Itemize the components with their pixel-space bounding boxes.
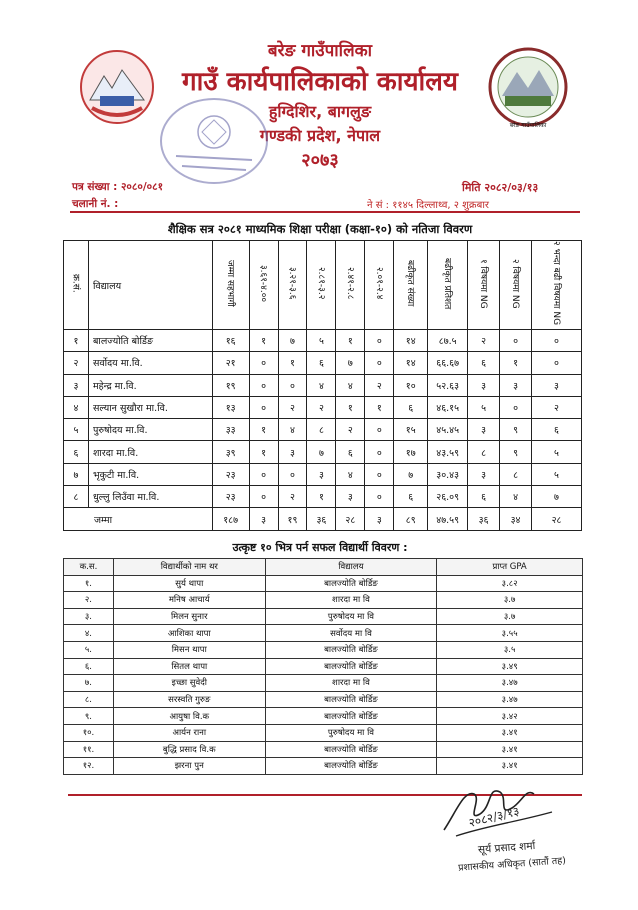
result-cell: २	[532, 396, 582, 418]
result-cell: २	[365, 374, 394, 396]
result-cell: ९	[500, 441, 532, 463]
result-cell: ४	[64, 396, 89, 418]
school-name-cell: महेन्द्र मा.वि.	[88, 374, 212, 396]
result-row	[64, 463, 582, 485]
topper-gpa: ३.७	[437, 608, 583, 625]
col-header-ng-more	[532, 241, 582, 330]
topper-row	[64, 658, 583, 675]
toppers-table	[63, 558, 583, 775]
result-cell: २१	[212, 352, 249, 374]
result-cell: ०	[249, 486, 278, 508]
toppers-title: उत्कृष्ट १० भित्र पर्न सफल विद्यार्थी विवरण :	[232, 541, 408, 554]
result-cell: २६.०९	[428, 486, 468, 508]
result-cell: ६	[64, 441, 89, 463]
result-cell: २	[64, 352, 89, 374]
result-cell: ४	[336, 374, 365, 396]
results-total-row	[64, 508, 582, 530]
school-name-cell: भृकुटी मा.वि.	[88, 463, 212, 485]
result-cell: ३	[468, 419, 500, 441]
result-cell: ८	[307, 419, 336, 441]
result-cell: २	[307, 396, 336, 418]
toppers-header-name: विद्यार्थीको नाम थर	[113, 559, 265, 576]
result-cell: ५	[532, 441, 582, 463]
result-row	[64, 486, 582, 508]
result-cell: ०	[249, 374, 278, 396]
result-cell: ७	[394, 463, 428, 485]
header-rule	[70, 211, 580, 213]
topper-school: बालज्योति बोर्डिङ	[265, 708, 437, 725]
topper-name: सरस्वति गुरुङ	[113, 691, 265, 708]
result-cell: १४	[394, 330, 428, 352]
topper-name: झरना पुन	[113, 758, 265, 775]
nepal-sambat-date: ने सं : ११४५ दिल्लाथ्व, २ शुक्रबार	[367, 200, 490, 211]
result-cell: १४	[394, 352, 428, 374]
result-cell: १	[307, 486, 336, 508]
result-cell: ०	[365, 441, 394, 463]
result-cell: ५	[468, 396, 500, 418]
toppers-header-row	[64, 559, 583, 576]
col-header-total-label: जम्मा सहभागी	[225, 260, 236, 307]
result-cell: ३	[336, 486, 365, 508]
result-cell: ४	[307, 374, 336, 396]
topper-serial: ६.	[64, 658, 114, 675]
topper-row	[64, 575, 583, 592]
result-cell: ४	[278, 419, 307, 441]
result-cell: १	[336, 396, 365, 418]
result-cell: ०	[365, 463, 394, 485]
topper-gpa: ३.४७	[437, 691, 583, 708]
topper-school: पुरुषोदय मा वि	[265, 724, 437, 741]
topper-name: आशिका थापा	[113, 625, 265, 642]
topper-serial: ११.	[64, 741, 114, 758]
result-cell: ७	[64, 463, 89, 485]
result-cell: ०	[365, 352, 394, 374]
school-name-cell: सर्वोदय मा.वि.	[88, 352, 212, 374]
result-cell: ६	[394, 396, 428, 418]
result-cell: १	[249, 330, 278, 352]
result-cell: १९	[212, 374, 249, 396]
topper-gpa: ३.८२	[437, 575, 583, 592]
topper-school: बालज्योति बोर्डिङ	[265, 691, 437, 708]
topper-name: मिलन सुनार	[113, 608, 265, 625]
toppers-header-gpa: प्राप्त GPA	[437, 559, 583, 576]
topper-gpa: ३.४७	[437, 675, 583, 692]
col-header-promoted-percent-label: बढीकृत प्रतिशत	[442, 257, 453, 310]
topper-name: इच्छा सुवेदी	[113, 675, 265, 692]
province: गण्डकी प्रदेश, नेपाल	[259, 126, 381, 145]
topper-gpa: ३.४१	[437, 741, 583, 758]
result-cell: ०	[278, 374, 307, 396]
topper-serial: ५.	[64, 641, 114, 658]
topper-serial: ८.	[64, 691, 114, 708]
result-cell: ०	[532, 352, 582, 374]
col-header-promoted-count-label: बढीकृत संख्या	[405, 260, 416, 307]
result-cell: १७	[394, 441, 428, 463]
date: मिति २०८२/०३/१३	[462, 181, 539, 194]
result-cell: ९	[500, 419, 532, 441]
topper-school: बालज्योति बोर्डिङ	[265, 575, 437, 592]
result-cell: ३	[468, 374, 500, 396]
topper-row	[64, 608, 583, 625]
topper-school: बालज्योति बोर्डिङ	[265, 758, 437, 775]
col-header-gpa3-label: २.८१-३.२	[315, 267, 326, 300]
letter-number: पत्र संख्या : २०८०/०८१	[72, 181, 164, 193]
result-cell: ०	[532, 330, 582, 352]
result-cell: ५२.६३	[428, 374, 468, 396]
total-cell: १८७	[212, 508, 249, 530]
topper-school: बालज्योति बोर्डिङ	[265, 741, 437, 758]
topper-row	[64, 592, 583, 609]
total-cell: ४७.५९	[428, 508, 468, 530]
result-cell: ५	[532, 463, 582, 485]
result-cell: ३	[64, 374, 89, 396]
result-cell: ०	[365, 486, 394, 508]
col-header-ng-more-label: २ भन्दा बढी विषयमा NG	[551, 241, 561, 326]
topper-school: शारदा मा वि	[265, 675, 437, 692]
result-cell: २	[278, 396, 307, 418]
col-header-ng2	[500, 241, 532, 330]
result-cell: ६	[394, 486, 428, 508]
topper-name: बुद्धि प्रसाद वि.क	[113, 741, 265, 758]
topper-row	[64, 675, 583, 692]
established-year: २०७३	[301, 150, 339, 171]
topper-serial: ७.	[64, 675, 114, 692]
topper-name: आयुषा वि.क	[113, 708, 265, 725]
result-cell: १	[336, 330, 365, 352]
result-cell: ०	[365, 419, 394, 441]
col-header-serial	[64, 241, 89, 330]
col-header-gpa2	[278, 241, 307, 330]
result-row	[64, 352, 582, 374]
result-cell: ७	[532, 486, 582, 508]
result-cell: ०	[278, 463, 307, 485]
result-cell: ६	[307, 352, 336, 374]
topper-serial: २.	[64, 592, 114, 609]
topper-serial: ४.	[64, 625, 114, 642]
topper-gpa: ३.७	[437, 592, 583, 609]
result-cell: २	[468, 330, 500, 352]
topper-gpa: ३.५५	[437, 625, 583, 642]
result-cell: १	[278, 352, 307, 374]
topper-gpa: ३.४१	[437, 758, 583, 775]
result-cell: ०	[365, 330, 394, 352]
signature-date: २०८२/३/१३	[467, 803, 521, 831]
col-header-gpa5	[365, 241, 394, 330]
result-row	[64, 330, 582, 352]
table-title: शैक्षिक सत्र २०८१ माध्यमिक शिक्षा परीक्षा (कक्षा-१०) को नतिजा विवरण	[167, 222, 473, 236]
topper-row	[64, 641, 583, 658]
result-cell: ०	[249, 463, 278, 485]
result-cell: ३०.४३	[428, 463, 468, 485]
result-cell: ६	[468, 486, 500, 508]
topper-school: सर्वोदय मा वि	[265, 625, 437, 642]
result-cell: ३	[468, 463, 500, 485]
result-cell: ३३	[212, 419, 249, 441]
result-cell: ५	[307, 330, 336, 352]
total-cell: १९	[278, 508, 307, 530]
result-cell: ०	[249, 396, 278, 418]
result-cell: ४३.५९	[428, 441, 468, 463]
school-name-cell: धुल्लु लिउँवा मा.वि.	[88, 486, 212, 508]
col-header-serial-label: क्र.सं.	[70, 274, 81, 293]
col-header-gpa5-label: २.०१-२.४	[373, 267, 384, 300]
col-header-school-label: विद्यालय	[92, 280, 122, 292]
col-header-gpa1-label: ३.६१-४.००	[258, 264, 269, 303]
col-header-ng1	[468, 241, 500, 330]
col-header-gpa4	[336, 241, 365, 330]
result-cell: ७	[336, 352, 365, 374]
topper-row	[64, 625, 583, 642]
result-cell: ४	[336, 463, 365, 485]
col-header-total	[212, 241, 249, 330]
result-cell: १०	[394, 374, 428, 396]
total-cell: ३४	[500, 508, 532, 530]
topper-gpa: ३.५	[437, 641, 583, 658]
total-cell: २८	[336, 508, 365, 530]
result-cell: ६	[336, 441, 365, 463]
result-cell: ८	[64, 486, 89, 508]
result-cell: २३	[212, 486, 249, 508]
result-row	[64, 441, 582, 463]
municipality-logo-caption: बरेङ गाउँपालिका	[509, 122, 547, 129]
topper-school: बालज्योति बोर्डिङ	[265, 641, 437, 658]
result-cell: ०	[500, 330, 532, 352]
result-cell: ६६.६७	[428, 352, 468, 374]
office-location: हुग्दिशिर, बागलुङ	[268, 102, 372, 121]
result-cell: १	[64, 330, 89, 352]
topper-gpa: ३.४९	[437, 658, 583, 675]
topper-name: मिसन थापा	[113, 641, 265, 658]
result-cell: ८	[468, 441, 500, 463]
topper-school: बालज्योति बोर्डिङ	[265, 658, 437, 675]
topper-serial: १२.	[64, 758, 114, 775]
result-cell: ७	[307, 441, 336, 463]
total-cell: ३	[365, 508, 394, 530]
office-stamp	[160, 98, 268, 184]
result-cell: ७	[278, 330, 307, 352]
total-cell: ८९	[394, 508, 428, 530]
total-cell: ३	[249, 508, 278, 530]
result-cell: १	[249, 419, 278, 441]
result-cell: ४	[500, 486, 532, 508]
topper-row	[64, 724, 583, 741]
office-name: गाउँ कार्यपालिकाको कार्यालय	[182, 67, 458, 97]
topper-name: सितल थापा	[113, 658, 265, 675]
result-cell: १	[500, 352, 532, 374]
topper-name: सुर्य थापा	[113, 575, 265, 592]
result-cell: ६	[532, 419, 582, 441]
dispatch-number: चलानी नं. :	[72, 198, 119, 210]
result-cell: ०	[249, 352, 278, 374]
topper-gpa: ३.४१	[437, 724, 583, 741]
result-row	[64, 419, 582, 441]
school-name-cell: शारदा मा.वि.	[88, 441, 212, 463]
col-header-gpa1	[249, 241, 278, 330]
col-header-gpa2-label: ३.२१-३.६	[287, 267, 297, 300]
school-name-cell: सल्यान सुखौरा मा.वि.	[88, 396, 212, 418]
result-row	[64, 374, 582, 396]
col-header-gpa3	[307, 241, 336, 330]
result-cell: १३	[212, 396, 249, 418]
total-label: जम्मा	[64, 508, 213, 530]
results-header-row	[64, 241, 582, 330]
col-header-promoted-percent	[428, 241, 468, 330]
result-cell: १	[365, 396, 394, 418]
result-cell: २	[278, 486, 307, 508]
result-cell: ६	[468, 352, 500, 374]
topper-row	[64, 691, 583, 708]
col-header-gpa4-label: २.४१-२.८	[344, 267, 355, 300]
result-cell: १	[249, 441, 278, 463]
topper-gpa: ३.४२	[437, 708, 583, 725]
result-row	[64, 396, 582, 418]
result-cell: ०	[500, 396, 532, 418]
result-cell: ३९	[212, 441, 249, 463]
signatory-name: सूर्य प्रसाद शर्मा	[477, 840, 536, 856]
results-table	[63, 240, 582, 531]
total-cell: ३६	[468, 508, 500, 530]
municipality-name: बरेङ गाउँपालिका	[267, 41, 373, 61]
result-cell: १५	[394, 419, 428, 441]
topper-serial: ३.	[64, 608, 114, 625]
result-cell: ५	[64, 419, 89, 441]
col-header-ng1-label: १ विषयमा NG	[478, 258, 489, 309]
topper-name: मनिष आचार्य	[113, 592, 265, 609]
result-cell: ३	[307, 463, 336, 485]
col-header-ng2-label: २ विषयमा NG	[510, 258, 521, 309]
topper-serial: १.	[64, 575, 114, 592]
toppers-header-school: विद्यालय	[265, 559, 437, 576]
total-cell: ३६	[307, 508, 336, 530]
result-cell: ३	[532, 374, 582, 396]
topper-serial: ९.	[64, 708, 114, 725]
topper-serial: १०.	[64, 724, 114, 741]
topper-name: आर्यन राना	[113, 724, 265, 741]
total-cell: २८	[532, 508, 582, 530]
signatory-designation: प्रशासकीय अधिकृत (सातौं तह)	[457, 855, 567, 874]
result-cell: १६	[212, 330, 249, 352]
result-cell: ४५.४५	[428, 419, 468, 441]
result-cell: २	[336, 419, 365, 441]
toppers-header-serial: क.स.	[64, 559, 114, 576]
school-name-cell: पुरुषोदय मा.वि.	[88, 419, 212, 441]
result-cell: २३	[212, 463, 249, 485]
school-name-cell: बालज्योति बोर्डिङ	[88, 330, 212, 352]
result-cell: ३	[278, 441, 307, 463]
result-cell: ८	[500, 463, 532, 485]
col-header-promoted-count	[394, 241, 428, 330]
result-cell: ३	[500, 374, 532, 396]
col-header-school	[88, 241, 212, 330]
topper-school: शारदा मा वि	[265, 592, 437, 609]
topper-row	[64, 708, 583, 725]
topper-school: पुरुषोदय मा वि	[265, 608, 437, 625]
result-cell: ८७.५	[428, 330, 468, 352]
result-cell: ४६.१५	[428, 396, 468, 418]
topper-row	[64, 741, 583, 758]
